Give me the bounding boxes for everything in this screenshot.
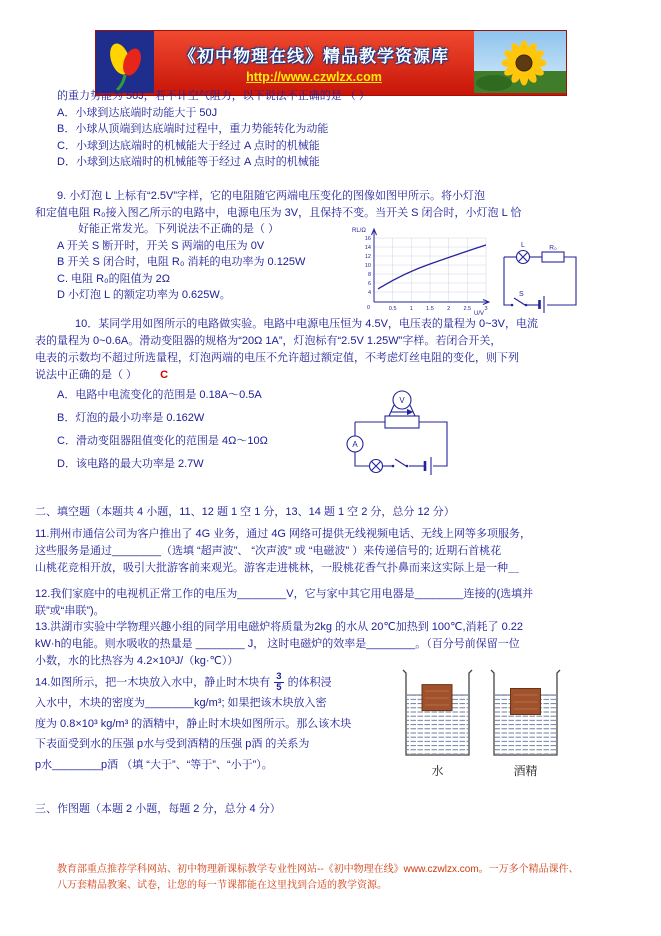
question-14 <box>35 672 351 775</box>
q13-line2: kW·h的电能。则水吸收的热量是 ________ J， 这时电磁炉的效率是________。（百分号前保留一位 <box>35 638 520 650</box>
q11-line2: 这些服务是通过________（选填 “超声波”、 “次声波” 或 “电磁波” ）来传递信号的; 近期石首桃花 <box>35 545 502 557</box>
q11-line1: 11.荆州市通信公司为客户推出了 4G 业务，通过 4G 网络可提供无线视频电话、无线上网等多项服务， <box>35 528 532 540</box>
question-10-options <box>57 384 268 476</box>
sunflower-icon <box>474 31 566 93</box>
x-tick: 2 <box>447 306 451 312</box>
y-tick: 14 <box>364 245 371 251</box>
wood-block-water <box>422 685 452 711</box>
footer-line2: 八万套精品教案、试卷，让您的每一节课都能在这里找到合适的教学资源。 <box>57 880 387 891</box>
switch-icon <box>395 459 406 466</box>
beaker-label-alcohol: 酒精 <box>513 764 538 778</box>
q9-option-d: D 小灯泡 L 的额定功率为 0.625W。 <box>57 289 231 301</box>
section-draw-heading: 三、作图题（本题 2 小题，每题 2 分，总分 4 分） <box>35 803 281 815</box>
question-10 <box>35 316 538 384</box>
q9-line1: 9. 小灯泡 L 上标有“2.5V”字样，它的电阻随它两端电压变化的图像如图甲所示。将小灯泡 <box>57 190 486 202</box>
y-tick: 8 <box>367 272 371 278</box>
y-tick: 12 <box>364 254 371 260</box>
fraction-numerator: 3 <box>276 671 282 682</box>
q11-line3: 山桃花竞相开放，吸引大批游客前来观光。游客走进桃林，一股桃花香气扑鼻而来这实际上是一种＿ <box>35 562 519 574</box>
q8-option-d: D．小球到达底端时的机械能等于经过 A 点时的机械能 <box>57 156 320 168</box>
q10-line4-text: 说法中正确的是（ ） <box>35 369 138 381</box>
graph-curve <box>378 245 486 289</box>
wood-block-alcohol <box>511 689 541 715</box>
x-axis-label: U/V <box>474 311 485 316</box>
origin-label: 0 <box>366 305 370 311</box>
q9-option-b: B 开关 S 闭合时，电阻 R₀ 消耗的电功率为 0.125W <box>57 256 306 268</box>
q10-option-a: A．电路中电流变化的范围是 0.18A～0.5A <box>57 389 262 401</box>
banner-url-link[interactable]: http://www.czwlzx.com <box>246 70 382 84</box>
q10-line4 <box>35 367 538 384</box>
q8-option-b: B．小球从顶端到达底端时过程中，重力势能转化为动能 <box>57 123 329 135</box>
fraction-three-fifths <box>274 672 283 693</box>
q14-line1 <box>35 672 351 693</box>
footer-line1: 教育部重点推荐学科网站、初中物理新课标教学专业性网站--《初中物理在线》www.czwlzx.com。一万多个精品课件、 <box>57 864 579 875</box>
q13-line3: 小数，水的比热容为 4.2×10³J/（kg·℃）） <box>35 655 239 667</box>
question-13 <box>35 619 523 670</box>
x-tick: 1.5 <box>426 306 434 312</box>
q14-line3: 度为 0.8×10³ kg/m³ 的酒精中，静止时木块如图所示。那么该木块 <box>35 717 352 730</box>
q12-line1: 12.我们家庭中的电视机正常工作的电压为________V，它与家中其它用电器是________连接的(选填并 <box>35 588 534 600</box>
resistor-icon <box>542 252 564 262</box>
q14-line1-post: 的体积浸 <box>287 676 332 689</box>
q9-circuit-diagram <box>498 240 582 316</box>
q14-line2: 入水中，木块的密度为________kg/m³; 如果把该木块放入密 <box>35 697 327 709</box>
q8-option-c: C．小球到达底端时的机械能大于经过 A 点时的机械能 <box>57 139 320 152</box>
q8-stem: 的重力势能为 50J，若不计空气阻力，以下说法不正确的是 （ ） <box>57 90 370 102</box>
y-axis-label: RL/Ω <box>352 228 366 234</box>
q9-line3: 好能正常发光。下列说法不正确的是（ ） <box>78 223 280 235</box>
q10-option-c: C．滑动变阻器阻值变化的范围是 4Ω～10Ω <box>57 435 268 447</box>
y-tick: 16 <box>364 236 371 242</box>
flower-logo-icon <box>96 31 154 93</box>
q13-line1: 13.洪湖市实验中学物理兴趣小组的同学用电磁炉将质量为2kg 的水从 20℃加热到 100℃,消耗了 0.22 <box>35 621 524 633</box>
q10-line3: 电表的示数均不超过所选量程，灯泡两端的电压不允许超过额定值，不考虑灯丝电阻的变化，则下列 <box>35 352 519 364</box>
banner-title: 《初中物理在线》精品教学资源库 <box>179 47 449 66</box>
section-fill-heading: 二、填空题（本题共 4 小题，11、12 题 1 空 1 分，13、14 题 1 空 2 分，总分 12 分） <box>35 506 455 518</box>
switch-label: S <box>519 291 524 298</box>
q10-option-b: B．灯泡的最小功率是 0.162W <box>57 412 205 424</box>
q9-resistance-voltage-graph <box>350 224 492 316</box>
ammeter-label: A <box>352 440 358 449</box>
q10-line2: 表的量程为 0~0.6A。滑动变阻器的规格为“20Ω 1A”，灯泡标有“2.5V 1.25W”字样。若闭合开关， <box>35 335 502 347</box>
question-8 <box>35 88 370 171</box>
question-12 <box>35 586 533 620</box>
rheostat-icon <box>385 416 419 428</box>
x-tick: 2.5 <box>463 306 472 312</box>
q10-option-d: D．该电路的最大功率是 2.7W <box>57 458 204 470</box>
q9-option-a: A 开关 S 断开时，开关 S 两端的电压为 0V <box>57 239 265 252</box>
site-banner <box>95 30 567 96</box>
question-11 <box>35 526 531 577</box>
q14-line1-pre: 14.如图所示，把一木块放入水中，静止时木块有 <box>35 676 271 689</box>
q8-option-a: A．小球到达底端时动能大于 50J <box>57 106 218 119</box>
switch-icon <box>514 298 525 305</box>
sunflower-photo <box>474 31 566 95</box>
y-tick: 10 <box>364 263 371 269</box>
page-footer <box>57 862 579 894</box>
q9-line2: 和定值电阻 R₀接入图乙所示的电路中，电源电压为 3V，且保持不变。当开关 S 闭合时，小灯泡 L 恰 <box>35 206 522 219</box>
q9-option-c: C. 电阻 R₀的阻值为 2Ω <box>57 272 171 285</box>
lamp-label: L <box>521 242 525 249</box>
q12-line2: 联”或“串联”)。 <box>35 605 105 617</box>
q10-answer: C <box>160 369 169 381</box>
x-tick: 3 <box>484 306 488 312</box>
beaker-label-water: 水 <box>431 764 444 778</box>
y-tick: 6 <box>367 281 371 287</box>
q10-circuit-diagram <box>345 386 457 482</box>
fraction-denominator: 5 <box>276 682 282 693</box>
q14-line4: 下表面受到水的压强 p水与受到酒精的压强 p酒 的关系为 <box>35 738 310 750</box>
x-tick: 1 <box>409 306 413 312</box>
site-logo <box>96 31 154 95</box>
q10-line1: 10．某同学用如图所示的电路做实验。电路中电源电压恒为 4.5V，电压表的量程为 0~3V，电流 <box>75 318 538 330</box>
q14-line5: p水________p酒 （填 “大于”、“等于”、“小于”）。 <box>35 758 273 771</box>
q14-beakers-figure <box>396 668 566 784</box>
y-tick: 4 <box>367 290 371 296</box>
voltmeter-label: V <box>399 396 405 405</box>
resistor-label: R₀ <box>549 244 557 252</box>
x-tick: 0.5 <box>388 306 397 312</box>
